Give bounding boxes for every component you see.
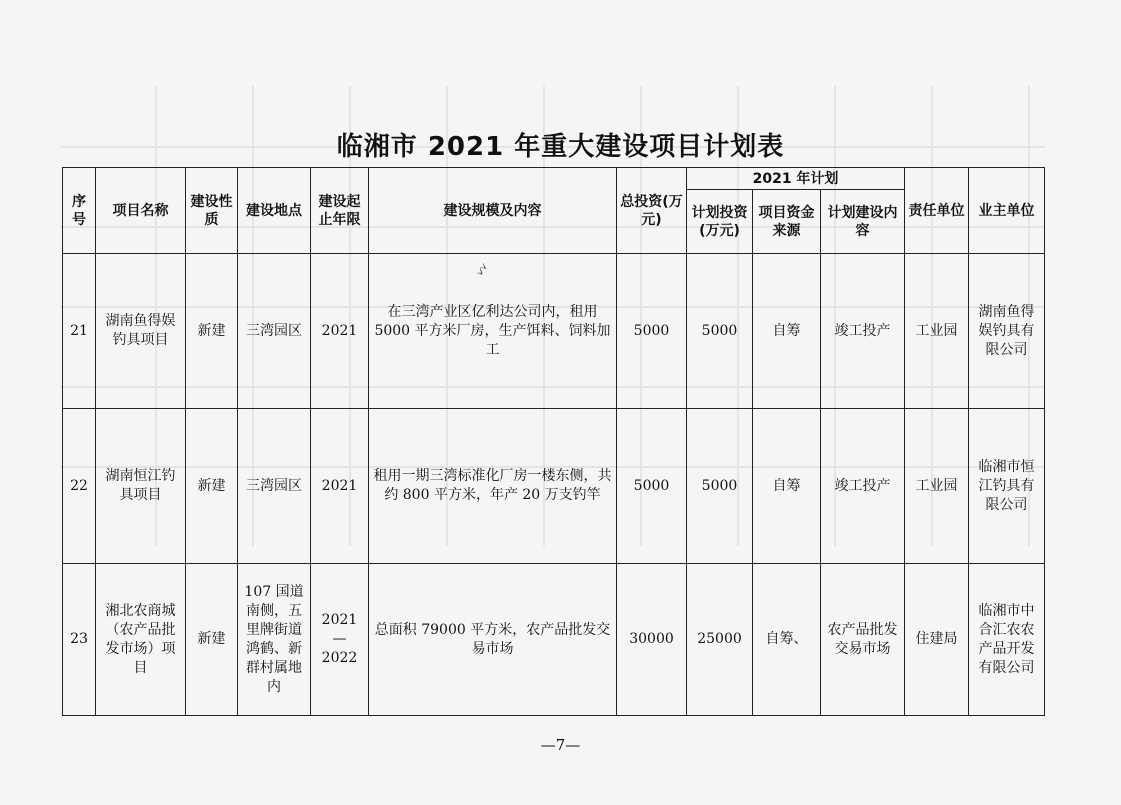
cell-resp-unit: 工业园 <box>905 254 969 409</box>
table-row <box>63 254 1045 409</box>
table-row <box>63 564 1045 716</box>
header-plan-group: 2021 年计划 <box>687 168 905 190</box>
cell-scale: 总面积 79000 平方米，农产品批发交易市场 <box>369 564 617 716</box>
cell-location: 三湾园区 <box>238 409 311 564</box>
header-fund-source: 项目资金来源 <box>753 190 821 254</box>
cell-location: 三湾园区 <box>238 254 311 409</box>
header-owner-unit: 业主单位 <box>969 168 1045 254</box>
cell-plan-invest: 5000 <box>687 254 753 409</box>
cell-period: 2021 <box>311 409 369 564</box>
cell-fund-source: 自筹、 <box>753 564 821 716</box>
period-dash: — <box>332 631 347 647</box>
cell-name: 湖南鱼得娱钓具项目 <box>96 254 186 409</box>
cell-location: 107 国道南侧，五里牌街道鸿鹤、新群村属地内 <box>238 564 311 716</box>
cell-name: 湘北农商城（农产品批发市场）项目 <box>96 564 186 716</box>
page-number: —7— <box>540 736 581 754</box>
cell-resp-unit: 住建局 <box>905 564 969 716</box>
page-title: 临湘市 2021 年重大建设项目计划表 <box>336 132 785 162</box>
cell-owner-unit: 临湘市中合汇农农产品开发有限公司 <box>969 564 1045 716</box>
cell-period <box>311 564 369 716</box>
period-start: 2021 <box>321 612 358 628</box>
cell-plan-content: 竣工投产 <box>821 409 905 564</box>
cell-owner-unit: 湖南鱼得娱钓具有限公司 <box>969 254 1045 409</box>
cell-fund-source: 自筹 <box>753 409 821 564</box>
project-plan-table <box>62 167 1045 716</box>
cell-seq: 23 <box>63 564 96 716</box>
cell-period: 2021 <box>311 254 369 409</box>
cell-nature: 新建 <box>186 564 238 716</box>
cell-plan-content: 竣工投产 <box>821 254 905 409</box>
header-name: 项目名称 <box>96 168 186 254</box>
cell-total: 5000 <box>617 409 687 564</box>
header-nature: 建设性质 <box>186 168 238 254</box>
period-end: 2022 <box>321 650 358 666</box>
table-header-row <box>63 168 1045 190</box>
cell-total: 5000 <box>617 254 687 409</box>
header-seq: 序号 <box>63 168 96 254</box>
cell-nature: 新建 <box>186 409 238 564</box>
cell-owner-unit: 临湘市恒江钓具有限公司 <box>969 409 1045 564</box>
cell-seq: 21 <box>63 254 96 409</box>
cell-scale: 在三湾产业区亿利达公司内，租用5000 平方米厂房，生产饵料、饲料加工 <box>369 254 617 409</box>
cell-plan-invest: 5000 <box>687 409 753 564</box>
header-plan-content: 计划建设内容 <box>821 190 905 254</box>
cell-resp-unit: 工业园 <box>905 409 969 564</box>
header-location: 建设地点 <box>238 168 311 254</box>
cell-fund-source: 自筹 <box>753 254 821 409</box>
header-total: 总投资(万元) <box>617 168 687 254</box>
ink-smudge: 〻 <box>471 259 492 281</box>
cell-plan-invest: 25000 <box>687 564 753 716</box>
cell-nature: 新建 <box>186 254 238 409</box>
cell-seq: 22 <box>63 409 96 564</box>
header-resp-unit: 责任单位 <box>905 168 969 254</box>
header-scale: 建设规模及内容 <box>369 168 617 254</box>
table-row <box>63 409 1045 564</box>
header-plan-invest: 计划投资(万元) <box>687 190 753 254</box>
header-period: 建设起止年限 <box>311 168 369 254</box>
cell-name: 湖南恒江钓具项目 <box>96 409 186 564</box>
cell-plan-content: 农产品批发交易市场 <box>821 564 905 716</box>
cell-total: 30000 <box>617 564 687 716</box>
cell-scale: 租用一期三湾标准化厂房一楼东侧，共约 800 平方米，年产 20 万支钓竿 <box>369 409 617 564</box>
